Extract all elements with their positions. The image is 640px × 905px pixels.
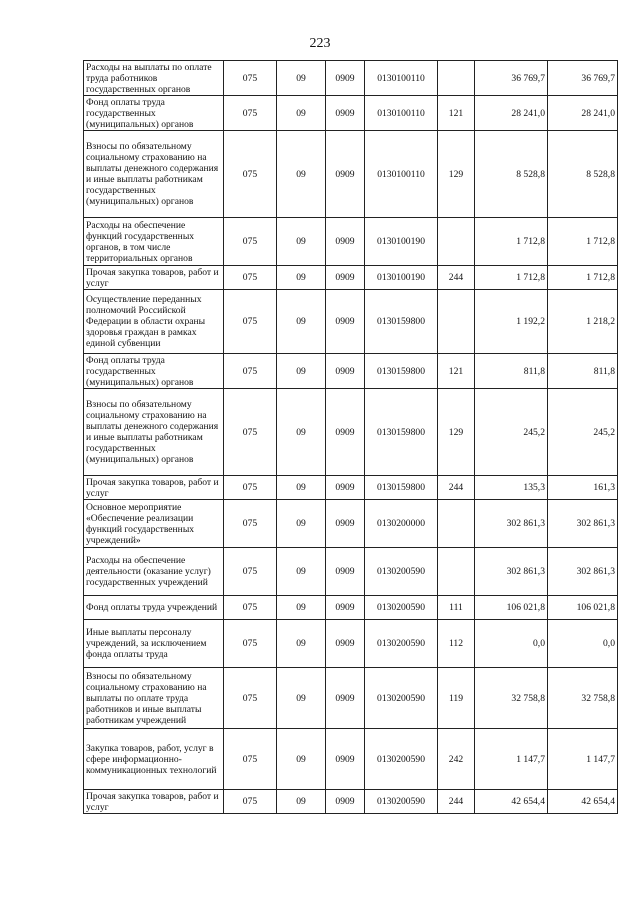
expense-type-cell (438, 500, 475, 548)
admin-code-cell: 075 (224, 389, 277, 476)
amount-year2-cell: 28 241,0 (548, 96, 618, 131)
admin-code-cell: 075 (224, 290, 277, 354)
target-article-cell: 0130200000 (365, 500, 438, 548)
subsection-code-cell: 0909 (326, 354, 365, 389)
amount-year1-cell: 135,3 (475, 476, 548, 500)
admin-code-cell: 075 (224, 354, 277, 389)
row-name-cell: Основное мероприятие «Обеспечение реализации функций государственных учреждений» (84, 500, 224, 548)
amount-year2-cell: 42 654,4 (548, 790, 618, 814)
admin-code-cell: 075 (224, 96, 277, 131)
amount-year1-cell: 28 241,0 (475, 96, 548, 131)
admin-code-cell: 075 (224, 61, 277, 96)
admin-code-cell: 075 (224, 500, 277, 548)
table-row (84, 290, 618, 354)
amount-year1-cell: 302 861,3 (475, 500, 548, 548)
table-row (84, 266, 618, 290)
section-code-cell: 09 (277, 131, 326, 218)
row-name-cell: Взносы по обязательному социальному страхованию на выплаты денежного содержания и иные выплаты работникам государственных (муниципальных) органов (84, 131, 224, 218)
target-article-cell: 0130100190 (365, 266, 438, 290)
admin-code-cell: 075 (224, 548, 277, 596)
section-code-cell: 09 (277, 266, 326, 290)
target-article-cell: 0130200590 (365, 668, 438, 729)
amount-year2-cell: 1 712,8 (548, 266, 618, 290)
admin-code-cell: 075 (224, 668, 277, 729)
amount-year2-cell: 1 712,8 (548, 218, 618, 266)
expense-type-cell: 121 (438, 96, 475, 131)
admin-code-cell: 075 (224, 476, 277, 500)
row-name-cell: Прочая закупка товаров, работ и услуг (84, 790, 224, 814)
amount-year1-cell: 0,0 (475, 620, 548, 668)
section-code-cell: 09 (277, 620, 326, 668)
table-row (84, 596, 618, 620)
target-article-cell: 0130159800 (365, 290, 438, 354)
target-article-cell: 0130100110 (365, 96, 438, 131)
expense-type-cell: 119 (438, 668, 475, 729)
section-code-cell: 09 (277, 354, 326, 389)
section-code-cell: 09 (277, 668, 326, 729)
expense-type-cell (438, 548, 475, 596)
table-row (84, 790, 618, 814)
table-row (84, 620, 618, 668)
subsection-code-cell: 0909 (326, 476, 365, 500)
table-row (84, 218, 618, 266)
table-row (84, 548, 618, 596)
subsection-code-cell: 0909 (326, 290, 365, 354)
subsection-code-cell: 0909 (326, 61, 365, 96)
row-name-cell: Прочая закупка товаров, работ и услуг (84, 476, 224, 500)
row-name-cell: Расходы на обеспечение деятельности (оказание услуг) государственных учреждений (84, 548, 224, 596)
amount-year1-cell: 245,2 (475, 389, 548, 476)
table-row (84, 668, 618, 729)
amount-year1-cell: 302 861,3 (475, 548, 548, 596)
admin-code-cell: 075 (224, 620, 277, 668)
table-row (84, 729, 618, 790)
target-article-cell: 0130100110 (365, 61, 438, 96)
section-code-cell: 09 (277, 61, 326, 96)
table-row (84, 389, 618, 476)
amount-year2-cell: 32 758,8 (548, 668, 618, 729)
amount-year2-cell: 811,8 (548, 354, 618, 389)
section-code-cell: 09 (277, 596, 326, 620)
table-body (84, 61, 618, 814)
amount-year2-cell: 302 861,3 (548, 500, 618, 548)
subsection-code-cell: 0909 (326, 596, 365, 620)
target-article-cell: 0130159800 (365, 354, 438, 389)
section-code-cell: 09 (277, 476, 326, 500)
amount-year2-cell: 8 528,8 (548, 131, 618, 218)
amount-year1-cell: 1 192,2 (475, 290, 548, 354)
row-name-cell: Фонд оплаты труда государственных (муниципальных) органов (84, 96, 224, 131)
table-row (84, 500, 618, 548)
target-article-cell: 0130200590 (365, 620, 438, 668)
admin-code-cell: 075 (224, 218, 277, 266)
target-article-cell: 0130159800 (365, 476, 438, 500)
subsection-code-cell: 0909 (326, 790, 365, 814)
section-code-cell: 09 (277, 389, 326, 476)
section-code-cell: 09 (277, 290, 326, 354)
amount-year1-cell: 36 769,7 (475, 61, 548, 96)
expense-type-cell: 112 (438, 620, 475, 668)
amount-year1-cell: 8 528,8 (475, 131, 548, 218)
amount-year1-cell: 1 147,7 (475, 729, 548, 790)
target-article-cell: 0130200590 (365, 596, 438, 620)
amount-year2-cell: 1 218,2 (548, 290, 618, 354)
expense-type-cell (438, 218, 475, 266)
expense-type-cell: 129 (438, 131, 475, 218)
table-row (84, 476, 618, 500)
row-name-cell: Взносы по обязательному социальному страхованию на выплаты по оплате труда работников и иные выплаты работникам учреждений (84, 668, 224, 729)
amount-year1-cell: 32 758,8 (475, 668, 548, 729)
table-row (84, 131, 618, 218)
expense-type-cell (438, 290, 475, 354)
subsection-code-cell: 0909 (326, 96, 365, 131)
amount-year2-cell: 106 021,8 (548, 596, 618, 620)
amount-year2-cell: 161,3 (548, 476, 618, 500)
section-code-cell: 09 (277, 500, 326, 548)
row-name-cell: Взносы по обязательному социальному страхованию на выплаты денежного содержания и иные выплаты работникам государственных (муниципальных) органов (84, 389, 224, 476)
admin-code-cell: 075 (224, 131, 277, 218)
amount-year2-cell: 36 769,7 (548, 61, 618, 96)
expense-type-cell: 244 (438, 266, 475, 290)
row-name-cell: Фонд оплаты труда учреждений (84, 596, 224, 620)
subsection-code-cell: 0909 (326, 548, 365, 596)
row-name-cell: Фонд оплаты труда государственных (муниципальных) органов (84, 354, 224, 389)
admin-code-cell: 075 (224, 596, 277, 620)
subsection-code-cell: 0909 (326, 500, 365, 548)
budget-table (83, 60, 618, 814)
target-article-cell: 0130159800 (365, 389, 438, 476)
target-article-cell: 0130100190 (365, 218, 438, 266)
table-row (84, 354, 618, 389)
section-code-cell: 09 (277, 790, 326, 814)
amount-year2-cell: 0,0 (548, 620, 618, 668)
page-number: 223 (309, 36, 331, 51)
section-code-cell: 09 (277, 96, 326, 131)
amount-year1-cell: 106 021,8 (475, 596, 548, 620)
expense-type-cell: 121 (438, 354, 475, 389)
admin-code-cell: 075 (224, 790, 277, 814)
expense-type-cell: 111 (438, 596, 475, 620)
amount-year1-cell: 811,8 (475, 354, 548, 389)
expense-type-cell (438, 61, 475, 96)
expense-type-cell: 129 (438, 389, 475, 476)
subsection-code-cell: 0909 (326, 620, 365, 668)
row-name-cell: Иные выплаты персоналу учреждений, за исключением фонда оплаты труда (84, 620, 224, 668)
amount-year1-cell: 1 712,8 (475, 266, 548, 290)
target-article-cell: 0130200590 (365, 729, 438, 790)
expense-type-cell: 244 (438, 790, 475, 814)
subsection-code-cell: 0909 (326, 668, 365, 729)
section-code-cell: 09 (277, 218, 326, 266)
row-name-cell: Осуществление переданных полномочий Российской Федерации в области охраны здоровья граждан в рамках единой субвенции (84, 290, 224, 354)
expense-type-cell: 244 (438, 476, 475, 500)
target-article-cell: 0130100110 (365, 131, 438, 218)
expense-type-cell: 242 (438, 729, 475, 790)
subsection-code-cell: 0909 (326, 266, 365, 290)
subsection-code-cell: 0909 (326, 729, 365, 790)
row-name-cell: Расходы на обеспечение функций государственных органов, в том числе территориальных органов (84, 218, 224, 266)
amount-year1-cell: 42 654,4 (475, 790, 548, 814)
subsection-code-cell: 0909 (326, 131, 365, 218)
amount-year2-cell: 245,2 (548, 389, 618, 476)
amount-year2-cell: 302 861,3 (548, 548, 618, 596)
admin-code-cell: 075 (224, 266, 277, 290)
table-row (84, 96, 618, 131)
row-name-cell: Расходы на выплаты по оплате труда работников государственных органов (84, 61, 224, 96)
section-code-cell: 09 (277, 548, 326, 596)
table-row (84, 61, 618, 96)
target-article-cell: 0130200590 (365, 790, 438, 814)
admin-code-cell: 075 (224, 729, 277, 790)
subsection-code-cell: 0909 (326, 218, 365, 266)
subsection-code-cell: 0909 (326, 389, 365, 476)
row-name-cell: Прочая закупка товаров, работ и услуг (84, 266, 224, 290)
amount-year2-cell: 1 147,7 (548, 729, 618, 790)
amount-year1-cell: 1 712,8 (475, 218, 548, 266)
target-article-cell: 0130200590 (365, 548, 438, 596)
row-name-cell: Закупка товаров, работ, услуг в сфере информационно-коммуникационных технологий (84, 729, 224, 790)
section-code-cell: 09 (277, 729, 326, 790)
